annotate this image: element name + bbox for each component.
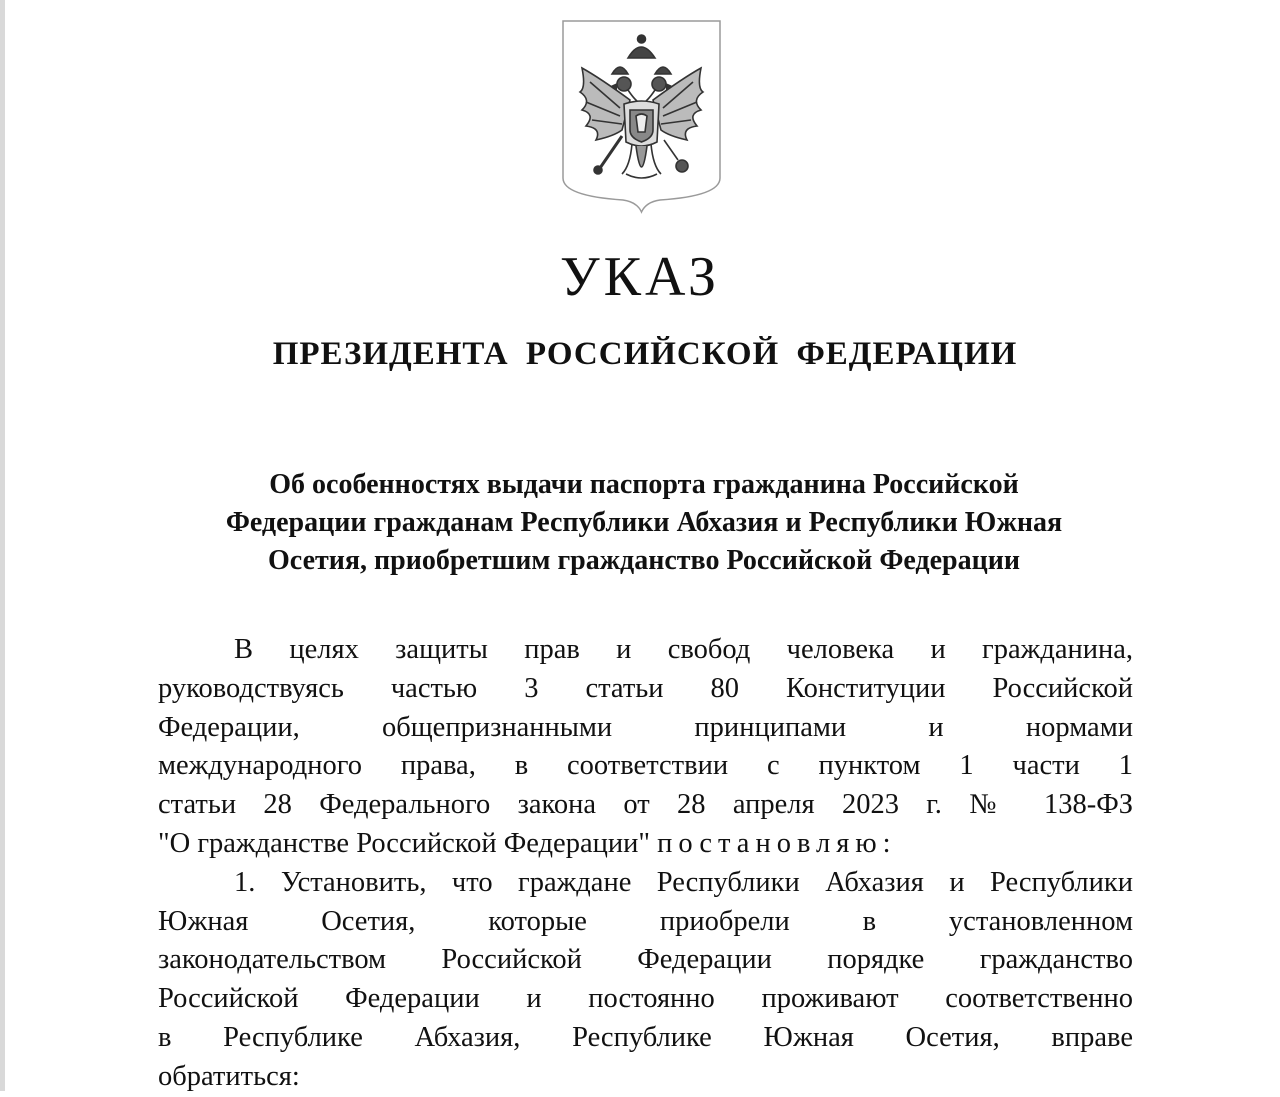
- decree-body: [158, 631, 1133, 1097]
- preamble-line: В целях защиты прав и свобод человека и гражданина,: [234, 634, 1133, 665]
- item-line: законодательством Российской Федерации порядке гражданство: [158, 944, 1133, 976]
- heading-line: Осетия, приобретшим гражданство Российской Федерации: [268, 545, 1020, 576]
- law-title: "О гражданстве Российской Федерации": [158, 827, 651, 859]
- item-line: 1. Установить, что граждане Республики Абхазия и Республики: [234, 866, 1133, 898]
- preamble-line: руководствуясь частью 3 статьи 80 Конституции Российской: [158, 672, 1133, 704]
- heading-line: Федерации гражданам Республики Абхазия и Республики Южная: [225, 507, 1063, 538]
- decree-verb: постановляю:: [657, 827, 897, 859]
- coat-of-arms-emblem: [560, 18, 723, 214]
- preamble-line: [158, 825, 1133, 864]
- item-line: обратиться:: [158, 1060, 300, 1092]
- page-left-edge: [0, 0, 5, 1091]
- heading-line: Об особенностях выдачи паспорта гражданина Российской: [269, 469, 1019, 500]
- item-line: Южная Осетия, которые приобрели в установленном: [158, 905, 1133, 937]
- preamble-line: Федерации, общепризнанными принципами и нормами: [158, 711, 1133, 743]
- preamble-line: международного права, в соответствии с пунктом 1 части 1: [158, 750, 1133, 782]
- decree-title: УКАЗ: [559, 246, 721, 308]
- item-line: в Республике Абхазия, Республике Южная Осетия, вправе: [158, 1021, 1133, 1053]
- decree-issuer: ПРЕЗИДЕНТА РОССИЙСКОЙ ФЕДЕРАЦИИ: [272, 336, 1018, 372]
- decree-heading: [155, 466, 1133, 580]
- preamble-line: статьи 28 Федерального закона от 28 апреля 2023 г. № 138-ФЗ: [158, 789, 1133, 821]
- item-line: Российской Федерации и постоянно проживают соответственно: [158, 983, 1133, 1015]
